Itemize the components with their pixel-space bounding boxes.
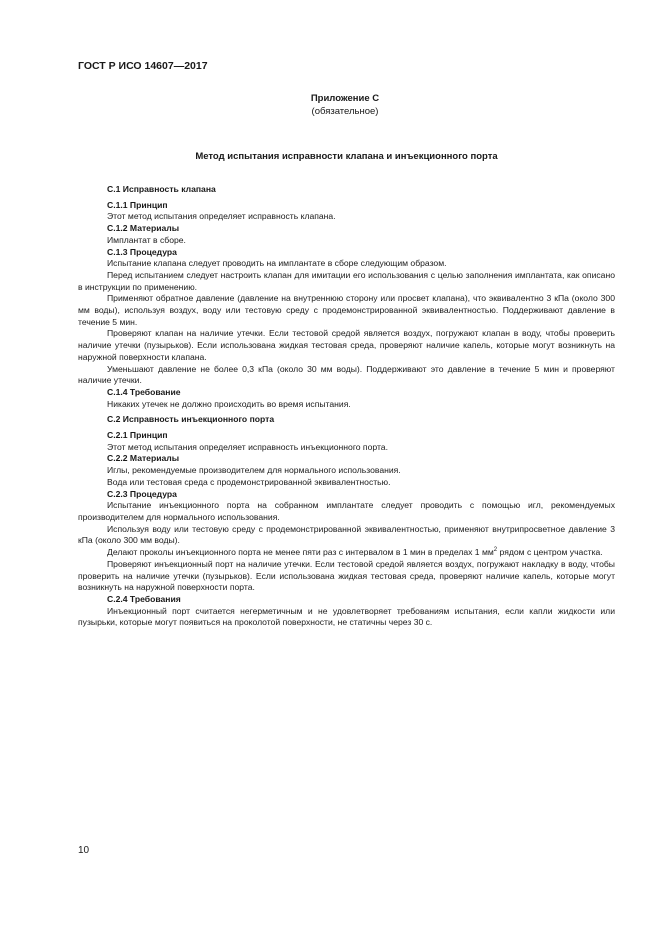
subsection-heading: С.1.1 Принцип [107, 199, 168, 210]
subsection-heading: С.2.4 Требования [107, 593, 181, 604]
paragraph-text: рядом с центром участка. [497, 547, 603, 558]
paragraph: Испытание инъекционного порта на собранном имплантате следует проводить с помощью игл, рекомендуемых производителем для нормального использования. [78, 500, 615, 522]
annex-title: Приложение С [310, 93, 380, 104]
annex-status: (обязательное) [311, 106, 379, 117]
subsection-heading: С.1.2 Материалы [107, 223, 180, 234]
subsection-heading: С.1.3 Процедура [107, 246, 177, 257]
document-title: Метод испытания исправности клапана и инъекционного порта [195, 151, 498, 162]
subsection-heading: С.2.1 Принцип [107, 430, 168, 441]
subsection-heading: С.2.3 Процедура [107, 488, 177, 499]
page-number: 10 [78, 845, 90, 856]
superscript: 2 [493, 547, 498, 554]
paragraph: Имплантат в сборе. [107, 234, 186, 245]
document-body [78, 183, 615, 629]
paragraph: Этот метод испытания определяет исправность клапана. [107, 211, 336, 222]
paragraph: Уменьшают давление не более 0,3 кПа (около 30 мм воды). Поддерживают это давление в течение 5 мин и проверяют наличие утечки. [78, 363, 615, 386]
paragraph: Проверяют клапан на наличие утечки. Если тестовой средой является воздух, погружают клапан в воду, чтобы проверить наличие утечки (пузырьков). Если использована жидкая тестовая среда, проверяют наличие капель, которые могут возникнуть на наружной поверхности клапана. [78, 328, 615, 362]
annex-heading [260, 92, 430, 118]
paragraph: Никаких утечек не должно происходить во время испытания. [107, 398, 351, 409]
section-heading: С.1 Исправность клапана [107, 184, 216, 194]
subsection-heading: С.2.2 Материалы [107, 453, 180, 464]
standard-designation: ГОСТ Р ИСО 14607—2017 [78, 60, 208, 72]
paragraph-text: Делают проколы инъекционного порта не менее пяти раз с интервалом в 1 мин в пределах 1 мм [107, 547, 494, 558]
paragraph: Перед испытанием следует настроить клапан для имитации его использования с целью заполнения имплантата, как описано в инструкции по применению. [78, 269, 615, 292]
paragraph: Иглы, рекомендуемые производителем для нормального использования. [107, 465, 401, 476]
paragraph: Этот метод испытания определяет исправность инъекционного порта. [107, 441, 388, 452]
section-heading: С.2 Исправность инъекционного порта [107, 414, 275, 425]
paragraph: Проверяют инъекционный порт на наличие утечки. Если тестовой средой является воздух, погружают накладку в воду, чтобы проверить на наличие утечки (пузырьков). Если использована жидкая тестовая среда, проверяют наличие капель, которые могут возникнуть на наружной поверхности порта. [78, 558, 615, 593]
paragraph: Испытание клапана следует проводить на имплантате в сборе следующим образом. [107, 258, 447, 269]
paragraph: Инъекционный порт считается негерметичным и не удовлетворяет требованиям испытания, если капли жидкости или пузырьки, которые могут появиться на проколотой поверхности, не статичны через 30 с. [78, 605, 615, 628]
subsection-heading: С.1.4 Требование [107, 386, 181, 397]
paragraph: Вода или тестовая среда с продемонстрированной эквивалентностью. [107, 476, 391, 487]
paragraph [78, 547, 615, 559]
paragraph: Применяют обратное давление (давление на внутреннюю сторону или просвет клапана), что эквивалентно 3 кПа (около 300 мм воды), используя воздух, воду или тестовую среду с продемонстрированной эквивалентностью. Поддерживают давление в течение 5 мин. [78, 293, 615, 327]
paragraph: Используя воду или тестовую среду с продемонстрированной эквивалентностью, применяют внутрипросветное давление 3 кПа (около 300 мм воды). [78, 523, 615, 546]
